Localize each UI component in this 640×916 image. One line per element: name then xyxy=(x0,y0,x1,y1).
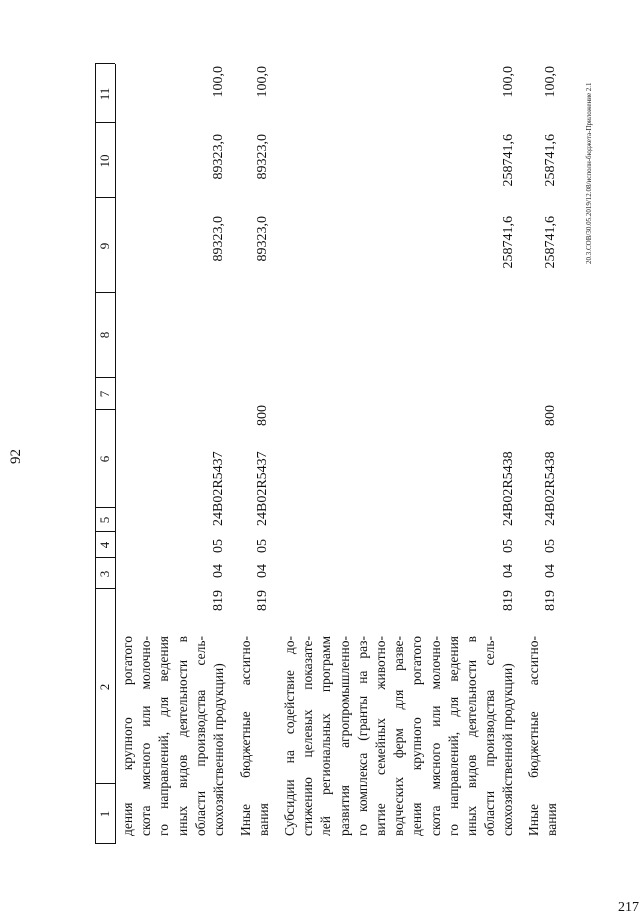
footer-stamp: 20.3.СОВ/30.05.2019/12.08/исполн-бюджета-Приложение 2.1 xyxy=(585,82,593,264)
cell-value-10: 89323,0 xyxy=(255,134,270,180)
col-divider xyxy=(95,783,115,784)
col-divider xyxy=(95,377,115,378)
cell-value-11: 100,0 xyxy=(501,66,516,98)
cell-code-5: 05 xyxy=(255,539,270,553)
cell-code-6: 24В02R5437 xyxy=(211,451,226,526)
header-col-6: 6 xyxy=(97,455,112,463)
col-divider xyxy=(95,409,115,410)
cell-value-10: 258741,6 xyxy=(501,134,516,187)
header-col-8: 8 xyxy=(97,331,112,339)
budget-table xyxy=(95,64,625,844)
header-col-2: 2 xyxy=(97,683,112,691)
col-divider xyxy=(95,292,115,293)
cell-code-6: 24В02R5437 xyxy=(255,451,270,526)
cell-code-5: 05 xyxy=(501,539,516,553)
cell-value-10: 89323,0 xyxy=(211,134,226,180)
cell-value-11: 100,0 xyxy=(255,66,270,98)
header-col-7: 7 xyxy=(97,390,112,398)
table-top-border xyxy=(95,64,96,844)
cell-value-11: 100,0 xyxy=(543,66,558,98)
cell-code-4: 04 xyxy=(255,564,270,578)
header-bottom-border xyxy=(115,64,116,844)
cell-code-6: 24В02R5438 xyxy=(501,451,516,526)
row-description: дения крупного рогатого скота мясного или молочно- го направлений, для ведения иных видов деятельности в области производства сель- скохозяйственной продукции) xyxy=(120,636,227,836)
cell-code-5: 05 xyxy=(211,539,226,553)
cell-code-3: 819 xyxy=(543,590,558,611)
cell-code-4: 04 xyxy=(501,564,516,578)
row-description: Иные бюджетные ассигно- вания xyxy=(526,636,560,836)
cell-code-7: 800 xyxy=(255,405,270,426)
header-col-11: 11 xyxy=(97,87,112,101)
col-divider xyxy=(95,843,115,844)
page-number-top: 92 xyxy=(8,449,24,464)
cell-value-10: 258741,6 xyxy=(543,134,558,187)
cell-code-4: 04 xyxy=(543,564,558,578)
col-divider xyxy=(95,122,115,123)
cell-value-9: 258741,6 xyxy=(543,216,558,269)
cell-code-3: 819 xyxy=(211,590,226,611)
header-col-9: 9 xyxy=(97,242,112,250)
header-col-10: 10 xyxy=(97,154,112,168)
col-divider xyxy=(95,197,115,198)
header-col-1: 1 xyxy=(97,810,112,818)
page-number-side: 217 xyxy=(618,900,639,915)
cell-code-6: 24В02R5438 xyxy=(543,451,558,526)
cell-code-5: 05 xyxy=(543,539,558,553)
cell-code-7: 800 xyxy=(543,405,558,426)
header-col-4: 4 xyxy=(97,541,112,549)
header-col-3: 3 xyxy=(97,570,112,578)
cell-value-11: 100,0 xyxy=(211,66,226,98)
row-description: Субсидии на содействие до- стижению целевых показате- лей региональных программ развития агропромышленно- го комплекса (гранты на раз- витие семейных животно- водческих ферм для разве- дения крупного рогатого скота мясного или молочно- го направлений, для ведения иных видов деятельности в области производства сель- скохозяйственной продукции) xyxy=(282,636,516,836)
cell-value-9: 89323,0 xyxy=(211,216,226,262)
header-col-5: 5 xyxy=(97,516,112,524)
cell-code-3: 819 xyxy=(501,590,516,611)
cell-value-9: 258741,6 xyxy=(501,216,516,269)
cell-code-3: 819 xyxy=(255,590,270,611)
cell-code-4: 04 xyxy=(211,564,226,578)
row-description: Иные бюджетные ассигно- вания xyxy=(238,636,272,836)
col-divider xyxy=(95,63,115,64)
cell-value-9: 89323,0 xyxy=(255,216,270,262)
